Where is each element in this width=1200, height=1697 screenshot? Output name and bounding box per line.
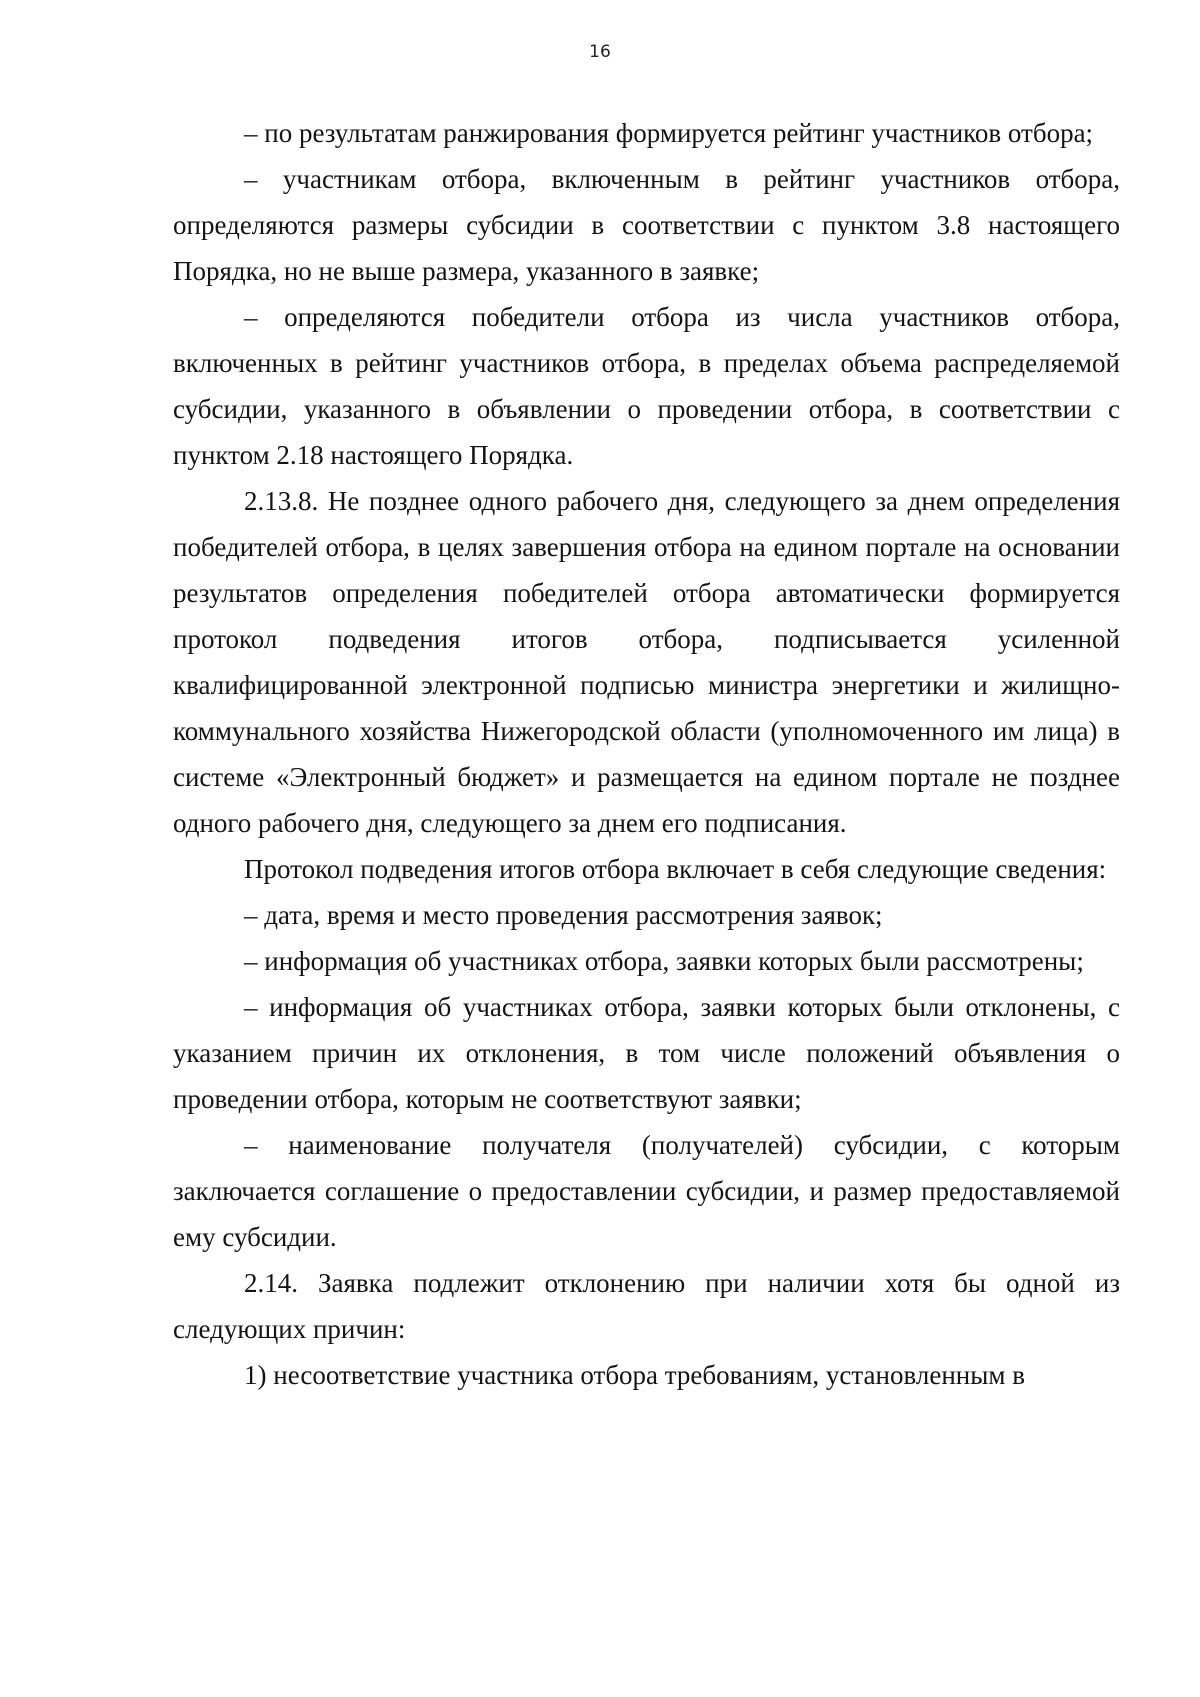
page-number: 16 (589, 42, 611, 62)
paragraph-recipient-name: – наименование получателя (получателей) субсидии, с которым заключается соглашение о предоставлении субсидии, и размер предоставляемой ему субсидии. (173, 1130, 1120, 1252)
paragraph-reason-1: 1) несоответствие участника отбора требованиям, установленным в (244, 1360, 1025, 1390)
paragraph-subsidy-size: – участникам отбора, включенным в рейтинг участников отбора, определяются размеры субсидии в соответствии с пунктом 3.8 настоящего Порядка, но не выше размера, указанного в заявке; (173, 164, 1120, 286)
document-body (173, 110, 1120, 1398)
paragraph-date-time-place: – дата, время и место проведения рассмотрения заявок; (244, 900, 883, 930)
paragraph-ranking-rating: – по результатам ранжирования формируется рейтинг участников отбора; (244, 118, 1094, 148)
paragraph-reviewed-participants: – информация об участниках отбора, заявки которых были рассмотрены; (244, 946, 1084, 976)
paragraph-2-14: 2.14. Заявка подлежит отклонению при наличии хотя бы одной из следующих причин: (173, 1268, 1120, 1344)
paragraph-rejected-participants: – информация об участниках отбора, заявки которых были отклонены, с указанием причин их отклонения, в том числе положений объявления о проведении отбора, которым не соответствуют заявки; (173, 992, 1120, 1114)
paragraph-winners-determined: – определяются победители отбора из числа участников отбора, включенных в рейтинг участников отбора, в пределах объема распределяемой субсидии, указанного в объявлении о проведении отбора, в соответствии с пунктом 2.18 настоящего Порядка. (173, 302, 1120, 470)
paragraph-2-13-8: 2.13.8. Не позднее одного рабочего дня, следующего за днем определения победителей отбора, в целях завершения отбора на едином портале на основании результатов определения победителей отбора автоматически формируется протокол подведения итогов отбора, подписывается усиленной квалифицированной электронной подписью министра энергетики и жилищно-коммунального хозяйства Нижегородской области (уполномоченного им лица) в системе «Электронный бюджет» и размещается на едином портале не позднее одного рабочего дня, следующего за днем его подписания. (173, 486, 1120, 838)
paragraph-protocol-contents: Протокол подведения итогов отбора включает в себя следующие сведения: (244, 854, 1107, 884)
